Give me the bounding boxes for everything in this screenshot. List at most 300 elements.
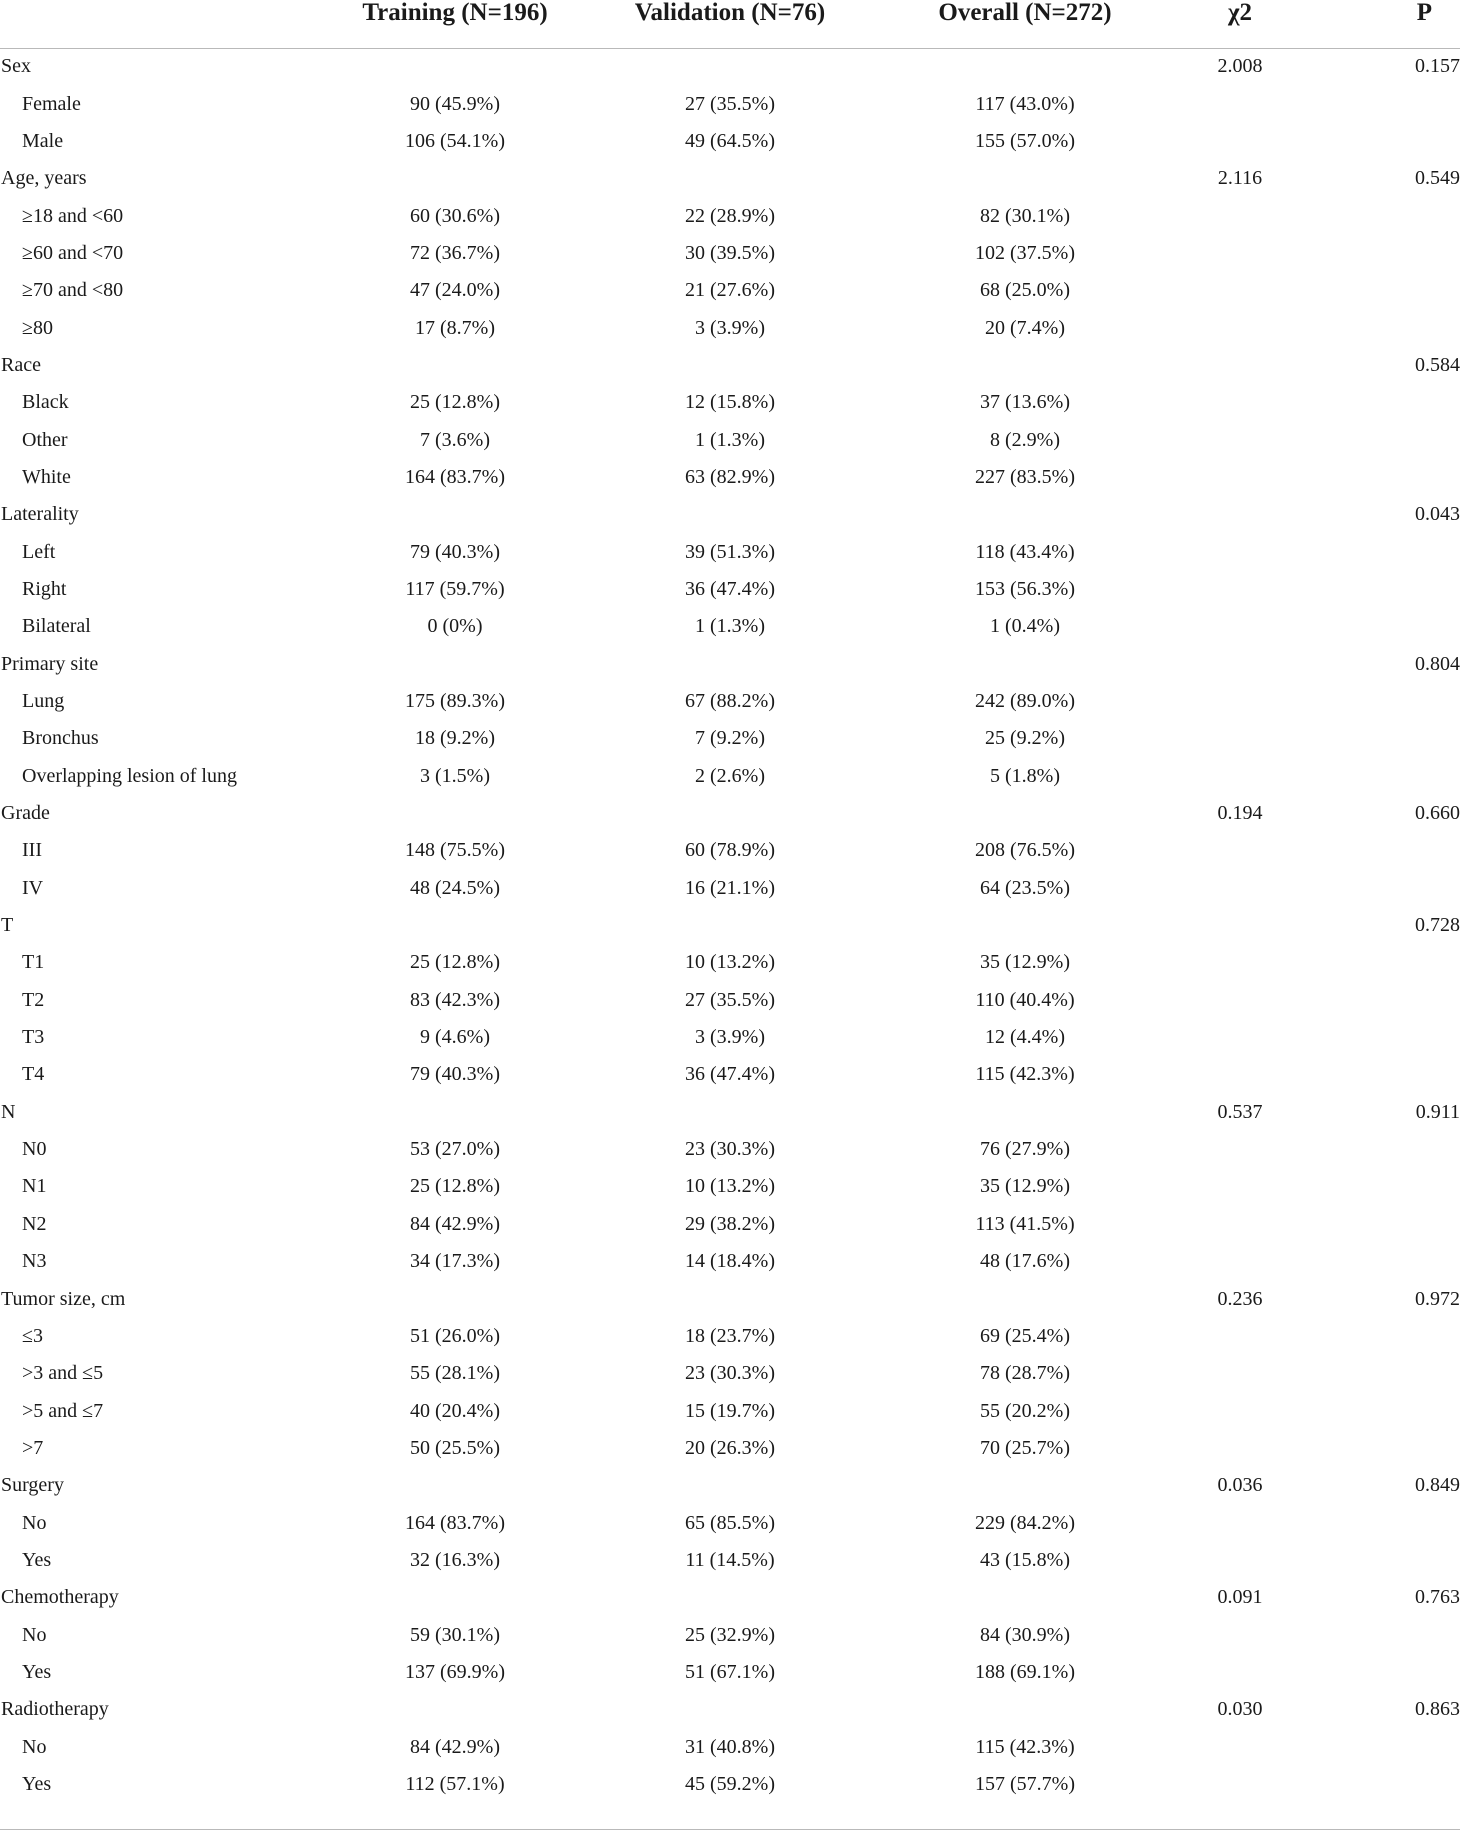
table-row xyxy=(0,1430,1460,1467)
training-value: 79 (40.3%) xyxy=(410,540,500,563)
p-value xyxy=(1310,1392,1460,1429)
table-group-row xyxy=(0,646,1460,683)
row-label: Yes xyxy=(22,1660,52,1683)
validation-value xyxy=(580,1094,880,1131)
training-value xyxy=(330,496,580,533)
row-label: >5 and ≤7 xyxy=(22,1399,104,1422)
training-value: 17 (8.7%) xyxy=(415,316,495,339)
chi2-value xyxy=(1170,571,1310,608)
chi2-value xyxy=(1170,309,1310,346)
table-group-row xyxy=(0,48,1460,85)
table-row xyxy=(0,832,1460,869)
training-value: 148 (75.5%) xyxy=(405,839,505,862)
training-value: 25 (12.8%) xyxy=(410,1175,500,1198)
training-value: 84 (42.9%) xyxy=(410,1212,500,1235)
overall-value: 110 (40.4%) xyxy=(975,988,1075,1011)
chi2-value: 0.236 xyxy=(1217,1287,1263,1310)
overall-value: 35 (12.9%) xyxy=(980,1175,1070,1198)
validation-value xyxy=(580,160,880,197)
p-value xyxy=(1310,459,1460,496)
overall-value: 25 (9.2%) xyxy=(985,727,1065,750)
chi2-value xyxy=(1170,496,1310,533)
table-group-row xyxy=(0,1094,1460,1131)
validation-value xyxy=(580,907,880,944)
table-row xyxy=(0,123,1460,160)
validation-value: 23 (30.3%) xyxy=(685,1138,775,1161)
p-value: 0.157 xyxy=(1415,55,1460,78)
overall-value: 78 (28.7%) xyxy=(980,1362,1070,1385)
p-value xyxy=(1310,272,1460,309)
overall-value: 35 (12.9%) xyxy=(980,951,1070,974)
overall-value: 118 (43.4%) xyxy=(975,540,1075,563)
chi2-value xyxy=(1170,1654,1310,1691)
validation-value: 14 (18.4%) xyxy=(685,1250,775,1273)
validation-value: 20 (26.3%) xyxy=(685,1436,775,1459)
table-group-row xyxy=(0,496,1460,533)
row-label: No xyxy=(22,1735,47,1758)
row-label: Tumor size, cm xyxy=(1,1287,126,1310)
validation-value xyxy=(580,795,880,832)
header-chi2: χ2 xyxy=(1170,0,1310,48)
table-row xyxy=(0,1616,1460,1653)
table-row xyxy=(0,758,1460,795)
table-row xyxy=(0,533,1460,570)
row-label: >3 and ≤5 xyxy=(22,1362,104,1385)
header-overall: Overall (N=272) xyxy=(880,0,1170,48)
row-label: Other xyxy=(22,428,68,451)
chi2-value xyxy=(1170,1243,1310,1280)
overall-value xyxy=(880,1094,1170,1131)
training-value: 18 (9.2%) xyxy=(415,727,495,750)
validation-value: 12 (15.8%) xyxy=(685,391,775,414)
training-value: 59 (30.1%) xyxy=(410,1623,500,1646)
training-value: 9 (4.6%) xyxy=(420,1026,490,1049)
p-value: 0.849 xyxy=(1415,1474,1460,1497)
overall-value: 76 (27.9%) xyxy=(980,1138,1070,1161)
table-row xyxy=(0,683,1460,720)
row-label: ≥80 xyxy=(22,316,53,339)
overall-value xyxy=(880,646,1170,683)
p-value xyxy=(1310,1430,1460,1467)
p-value xyxy=(1310,758,1460,795)
table-row xyxy=(0,1654,1460,1691)
training-value: 34 (17.3%) xyxy=(410,1250,500,1273)
validation-value: 21 (27.6%) xyxy=(685,279,775,302)
row-label: N xyxy=(1,1100,16,1123)
chi2-value xyxy=(1170,1616,1310,1653)
table-group-row xyxy=(0,795,1460,832)
chi2-value xyxy=(1170,1766,1310,1803)
overall-value: 227 (83.5%) xyxy=(975,465,1075,488)
overall-value xyxy=(880,907,1170,944)
training-value: 32 (16.3%) xyxy=(410,1548,500,1571)
training-value: 55 (28.1%) xyxy=(410,1362,500,1385)
p-value xyxy=(1310,1504,1460,1541)
chi2-value xyxy=(1170,683,1310,720)
row-label: Yes xyxy=(22,1772,52,1795)
validation-value: 3 (3.9%) xyxy=(695,316,765,339)
table-row xyxy=(0,1766,1460,1803)
table-row xyxy=(0,1206,1460,1243)
table-row xyxy=(0,1131,1460,1168)
validation-value: 11 (14.5%) xyxy=(685,1548,775,1571)
table-group-row xyxy=(0,1280,1460,1317)
training-value: 90 (45.9%) xyxy=(410,92,500,115)
training-value xyxy=(330,646,580,683)
table-row xyxy=(0,1542,1460,1579)
validation-value xyxy=(580,1691,880,1728)
validation-value: 22 (28.9%) xyxy=(685,204,775,227)
overall-value: 70 (25.7%) xyxy=(980,1436,1070,1459)
training-value xyxy=(330,160,580,197)
table-group-row xyxy=(0,160,1460,197)
p-value: 0.763 xyxy=(1415,1586,1460,1609)
training-value xyxy=(330,1094,580,1131)
training-value: 79 (40.3%) xyxy=(410,1063,500,1086)
chi2-value xyxy=(1170,1206,1310,1243)
row-label: T xyxy=(1,914,14,937)
chi2-value: 0.091 xyxy=(1217,1586,1263,1609)
overall-value: 12 (4.4%) xyxy=(985,1026,1065,1049)
table-row xyxy=(0,1168,1460,1205)
chi2-value xyxy=(1170,347,1310,384)
row-label: N2 xyxy=(22,1212,47,1235)
validation-value: 45 (59.2%) xyxy=(685,1772,775,1795)
chi2-value xyxy=(1170,1355,1310,1392)
p-value xyxy=(1310,1206,1460,1243)
p-value xyxy=(1310,1766,1460,1803)
overall-value xyxy=(880,347,1170,384)
p-value xyxy=(1310,1654,1460,1691)
validation-value: 16 (21.1%) xyxy=(685,876,775,899)
validation-value: 39 (51.3%) xyxy=(685,540,775,563)
chi2-value xyxy=(1170,1019,1310,1056)
p-value xyxy=(1310,720,1460,757)
table-row xyxy=(0,608,1460,645)
validation-value xyxy=(580,347,880,384)
p-value xyxy=(1310,571,1460,608)
table-header-row xyxy=(0,0,1460,48)
chi2-value xyxy=(1170,1056,1310,1093)
table-row xyxy=(0,85,1460,122)
training-value: 7 (3.6%) xyxy=(420,428,490,451)
validation-value: 67 (88.2%) xyxy=(685,690,775,713)
p-value: 0.728 xyxy=(1415,914,1460,937)
validation-value xyxy=(580,496,880,533)
p-value: 0.804 xyxy=(1415,652,1460,675)
training-value xyxy=(330,347,580,384)
training-value: 164 (83.7%) xyxy=(405,465,505,488)
p-value xyxy=(1310,533,1460,570)
validation-value xyxy=(580,1467,880,1504)
chi2-value xyxy=(1170,272,1310,309)
table-row xyxy=(0,1392,1460,1429)
row-label: N3 xyxy=(22,1250,47,1273)
p-value xyxy=(1310,1542,1460,1579)
training-value: 53 (27.0%) xyxy=(410,1138,500,1161)
p-value xyxy=(1310,1318,1460,1355)
p-value xyxy=(1310,870,1460,907)
validation-value: 18 (23.7%) xyxy=(685,1324,775,1347)
row-label: Laterality xyxy=(1,503,79,526)
row-label: Right xyxy=(22,577,67,600)
overall-value: 69 (25.4%) xyxy=(980,1324,1070,1347)
chi2-value: 0.194 xyxy=(1217,802,1263,825)
table-row xyxy=(0,197,1460,234)
training-value xyxy=(330,48,580,85)
p-value: 0.660 xyxy=(1415,802,1460,825)
table-row xyxy=(0,272,1460,309)
training-value: 0 (0%) xyxy=(427,615,483,638)
overall-value: 37 (13.6%) xyxy=(980,391,1070,414)
chi2-value xyxy=(1170,1392,1310,1429)
row-label: T1 xyxy=(22,951,45,974)
table-row xyxy=(0,235,1460,272)
validation-value: 10 (13.2%) xyxy=(685,951,775,974)
chi2-value xyxy=(1170,870,1310,907)
row-label: >7 xyxy=(22,1436,44,1459)
chi2-value xyxy=(1170,421,1310,458)
p-value: 0.549 xyxy=(1415,167,1460,190)
validation-value: 36 (47.4%) xyxy=(685,1063,775,1086)
row-label: ≥70 and <80 xyxy=(22,279,124,302)
validation-value: 51 (67.1%) xyxy=(685,1660,775,1683)
row-label: Primary site xyxy=(1,652,99,675)
chi2-value xyxy=(1170,832,1310,869)
validation-value xyxy=(580,1579,880,1616)
overall-value xyxy=(880,795,1170,832)
training-value: 112 (57.1%) xyxy=(405,1772,505,1795)
row-label: No xyxy=(22,1623,47,1646)
overall-value: 155 (57.0%) xyxy=(975,129,1075,152)
table-row xyxy=(0,421,1460,458)
chi2-value: 0.036 xyxy=(1217,1474,1263,1497)
chi2-value xyxy=(1170,123,1310,160)
table-row xyxy=(0,571,1460,608)
overall-value: 115 (42.3%) xyxy=(975,1735,1075,1758)
p-value xyxy=(1310,1243,1460,1280)
p-value xyxy=(1310,1131,1460,1168)
row-label: Female xyxy=(22,92,81,115)
p-value xyxy=(1310,309,1460,346)
row-label: ≥60 and <70 xyxy=(22,241,124,264)
chi2-value xyxy=(1170,1430,1310,1467)
p-value xyxy=(1310,1168,1460,1205)
chi2-value xyxy=(1170,944,1310,981)
validation-value: 49 (64.5%) xyxy=(685,129,775,152)
overall-value: 117 (43.0%) xyxy=(975,92,1075,115)
table-row xyxy=(0,384,1460,421)
chi2-value xyxy=(1170,384,1310,421)
overall-value xyxy=(880,1579,1170,1616)
overall-value: 229 (84.2%) xyxy=(975,1511,1075,1534)
row-label: ≤3 xyxy=(22,1324,43,1347)
p-value xyxy=(1310,944,1460,981)
row-label: T4 xyxy=(22,1063,45,1086)
row-label: T2 xyxy=(22,988,45,1011)
validation-value: 15 (19.7%) xyxy=(685,1399,775,1422)
validation-value xyxy=(580,48,880,85)
training-value: 117 (59.7%) xyxy=(405,577,505,600)
overall-value: 68 (25.0%) xyxy=(980,279,1070,302)
table-row xyxy=(0,1056,1460,1093)
overall-value: 5 (1.8%) xyxy=(990,764,1060,787)
row-label: Overlapping lesion of lung xyxy=(22,764,237,787)
chi2-value xyxy=(1170,720,1310,757)
table-row xyxy=(0,459,1460,496)
validation-value: 65 (85.5%) xyxy=(685,1511,775,1534)
validation-value: 27 (35.5%) xyxy=(685,988,775,1011)
overall-value: 48 (17.6%) xyxy=(980,1250,1070,1273)
chi2-value xyxy=(1170,907,1310,944)
validation-value: 7 (9.2%) xyxy=(695,727,765,750)
chi2-value: 0.537 xyxy=(1217,1100,1263,1123)
training-value: 48 (24.5%) xyxy=(410,876,500,899)
overall-value xyxy=(880,1280,1170,1317)
validation-value: 2 (2.6%) xyxy=(695,764,765,787)
overall-value: 8 (2.9%) xyxy=(990,428,1060,451)
overall-value: 55 (20.2%) xyxy=(980,1399,1070,1422)
validation-value: 60 (78.9%) xyxy=(685,839,775,862)
table-row xyxy=(0,1243,1460,1280)
training-value: 60 (30.6%) xyxy=(410,204,500,227)
overall-value: 153 (56.3%) xyxy=(975,577,1075,600)
p-value xyxy=(1310,235,1460,272)
overall-value xyxy=(880,1467,1170,1504)
p-value xyxy=(1310,384,1460,421)
row-label: Male xyxy=(22,129,64,152)
overall-value xyxy=(880,48,1170,85)
p-value: 0.972 xyxy=(1415,1287,1460,1310)
overall-value: 20 (7.4%) xyxy=(985,316,1065,339)
table-row xyxy=(0,1355,1460,1392)
chi2-value xyxy=(1170,1168,1310,1205)
row-label: No xyxy=(22,1511,47,1534)
header-validation: Validation (N=76) xyxy=(580,0,880,48)
table-row xyxy=(0,1504,1460,1541)
overall-value xyxy=(880,496,1170,533)
table-bottom-rule xyxy=(0,1829,1460,1830)
p-value xyxy=(1310,85,1460,122)
chi2-value xyxy=(1170,646,1310,683)
training-value: 175 (89.3%) xyxy=(405,690,505,713)
p-value: 0.863 xyxy=(1415,1698,1460,1721)
training-value: 84 (42.9%) xyxy=(410,1735,500,1758)
validation-value: 1 (1.3%) xyxy=(695,615,765,638)
training-value: 25 (12.8%) xyxy=(410,391,500,414)
overall-value: 188 (69.1%) xyxy=(975,1660,1075,1683)
validation-value xyxy=(580,1280,880,1317)
validation-value: 3 (3.9%) xyxy=(695,1026,765,1049)
validation-value: 25 (32.9%) xyxy=(685,1623,775,1646)
p-value xyxy=(1310,832,1460,869)
p-value xyxy=(1310,1728,1460,1765)
validation-value: 29 (38.2%) xyxy=(685,1212,775,1235)
row-label: Left xyxy=(22,540,56,563)
training-value: 164 (83.7%) xyxy=(405,1511,505,1534)
row-label: Radiotherapy xyxy=(1,1698,109,1721)
row-label: Sex xyxy=(1,55,31,78)
table-row xyxy=(0,870,1460,907)
overall-value: 157 (57.7%) xyxy=(975,1772,1075,1795)
p-value: 0.043 xyxy=(1415,503,1460,526)
validation-value: 27 (35.5%) xyxy=(685,92,775,115)
chi2-value: 0.030 xyxy=(1217,1698,1263,1721)
chi2-value xyxy=(1170,758,1310,795)
chi2-value xyxy=(1170,1504,1310,1541)
validation-value: 36 (47.4%) xyxy=(685,577,775,600)
validation-value xyxy=(580,646,880,683)
table-group-row xyxy=(0,1467,1460,1504)
p-value xyxy=(1310,1019,1460,1056)
chi2-value xyxy=(1170,459,1310,496)
validation-value: 1 (1.3%) xyxy=(695,428,765,451)
row-label: Yes xyxy=(22,1548,52,1571)
overall-value xyxy=(880,160,1170,197)
training-value: 50 (25.5%) xyxy=(410,1436,500,1459)
chi2-value xyxy=(1170,1318,1310,1355)
table-row xyxy=(0,1318,1460,1355)
row-label: T3 xyxy=(22,1026,45,1049)
validation-value: 31 (40.8%) xyxy=(685,1735,775,1758)
row-label: N1 xyxy=(22,1175,47,1198)
row-label: IV xyxy=(22,876,44,899)
overall-value: 113 (41.5%) xyxy=(975,1212,1075,1235)
overall-value: 84 (30.9%) xyxy=(980,1623,1070,1646)
table-group-row xyxy=(0,1579,1460,1616)
training-value: 47 (24.0%) xyxy=(410,279,500,302)
overall-value: 82 (30.1%) xyxy=(980,204,1070,227)
overall-value: 64 (23.5%) xyxy=(980,876,1070,899)
validation-value: 63 (82.9%) xyxy=(685,465,775,488)
row-label: Lung xyxy=(22,690,65,713)
table-row xyxy=(0,1728,1460,1765)
p-value xyxy=(1310,421,1460,458)
table-row xyxy=(0,720,1460,757)
row-label: Bilateral xyxy=(22,615,91,638)
table-group-row xyxy=(0,347,1460,384)
table-row xyxy=(0,1019,1460,1056)
table-group-row xyxy=(0,907,1460,944)
chi2-value xyxy=(1170,1728,1310,1765)
training-value xyxy=(330,795,580,832)
p-value xyxy=(1310,982,1460,1019)
overall-value: 102 (37.5%) xyxy=(975,241,1075,264)
overall-value: 115 (42.3%) xyxy=(975,1063,1075,1086)
training-value: 25 (12.8%) xyxy=(410,951,500,974)
training-value xyxy=(330,907,580,944)
validation-value: 30 (39.5%) xyxy=(685,241,775,264)
table-row xyxy=(0,982,1460,1019)
validation-value: 10 (13.2%) xyxy=(685,1175,775,1198)
row-label: ≥18 and <60 xyxy=(22,204,124,227)
training-value: 83 (42.3%) xyxy=(410,988,500,1011)
row-label: Bronchus xyxy=(22,727,99,750)
overall-value: 242 (89.0%) xyxy=(975,690,1075,713)
p-value xyxy=(1310,123,1460,160)
p-value xyxy=(1310,1056,1460,1093)
training-value: 40 (20.4%) xyxy=(410,1399,500,1422)
row-label: Grade xyxy=(1,802,50,825)
p-value xyxy=(1310,1616,1460,1653)
overall-value: 43 (15.8%) xyxy=(980,1548,1070,1571)
training-value: 106 (54.1%) xyxy=(405,129,505,152)
row-label: Chemotherapy xyxy=(1,1586,119,1609)
p-value xyxy=(1310,197,1460,234)
overall-value: 208 (76.5%) xyxy=(975,839,1075,862)
training-value: 51 (26.0%) xyxy=(410,1324,500,1347)
overall-value xyxy=(880,1691,1170,1728)
